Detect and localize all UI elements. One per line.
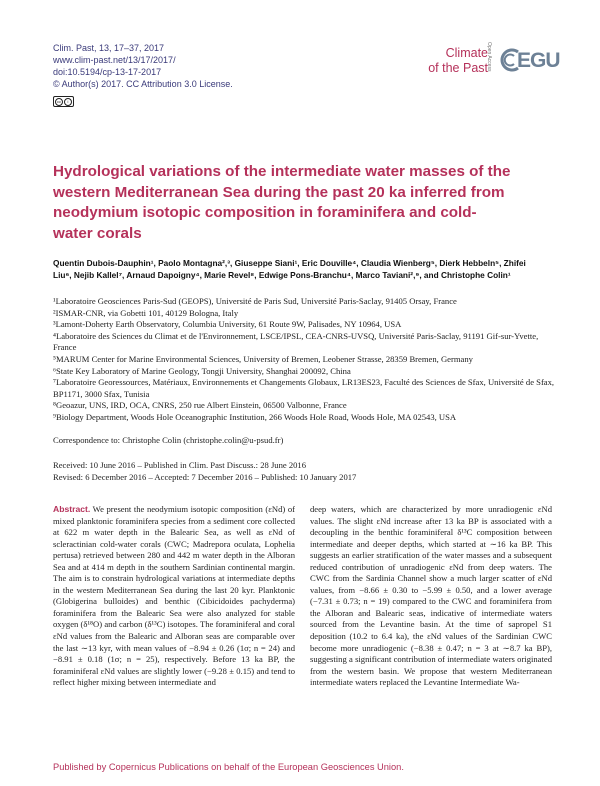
egu-logo-text: EGU: [517, 49, 560, 72]
affiliation-item: ³Lamont-Doherty Earth Observatory, Columbia University, 61 Route 9W, Palisades, NY 10964, USA: [53, 319, 402, 330]
affiliation-item: ⁴Laboratoire des Sciences du Climat et de l'Environnement, LSCE/IPSL, CEA-CNRS-UVSQ, Université Paris-Saclay, 91191 Gif-sur-Yvette, France: [53, 330, 539, 353]
creative-commons-badge[interactable]: [53, 96, 74, 107]
author-list: Quentin Dubois-Dauphin¹, Paolo Montagna²,³, Giuseppe Siani¹, Eric Douville⁴, Claudia Wienberg⁵, Dierk Hebbeln⁵, Zhifei Liu⁶, Nejib Kallel⁷, Arnaud Dapoigny⁴, Marie Revel⁸, Edwige Pons-Branchu⁴, Marco Taviani²,⁹, and Christophe Colin¹: [53, 258, 526, 280]
affiliation-item: ⁹Biology Department, Woods Hole Oceanographic Institution, 266 Woods Hole Road, Woods Hole, MA 02543, USA: [53, 411, 457, 422]
abstract-text-right: deep waters, which are characterized by more unradiogenic εNd values. The slight εNd increase after 13 ka BP is associated with a decoupling in the benthic foraminiferal δ¹³C composition between intermediate and deeper depths, which started at ∼16 ka BP. This suggests an earlier stratification of the water masses and a subsequent reduced contribution of unradiogenic εNd from deep waters. The CWC from the Sardinia Channel show a much larger scatter of εNd values, from −8.66 ± 0.30 to −5.99 ± 0.50, and a lower average (−7.31 ± 0.73; n = 19) compared to the CWC and foraminifera from the Alboran and Balearic seas, indicative of intermediate waters sourced from the Levantine basin. At the time of sapropel S1 deposition (10.2 to 6.4 ka), the εNd values of the Sardinian CWC become more unradiogenic (−8.38 ± 0.47; n = 3 at ∼8.7 ka BP), suggesting a significant contribution of intermediate waters originated from the western basin. We propose that western Mediterranean intermediate waters replaced the Levantine Intermediate Wa-: [310, 504, 552, 688]
abstract-column-right: [310, 504, 552, 689]
cc-icon: cc: [57, 98, 61, 104]
citation-line: Clim. Past, 13, 17–37, 2017: [53, 43, 165, 53]
affiliation-item: ⁶State Key Laboratory of Marine Geology, Tongji University, Shanghai 200092, China: [53, 365, 351, 376]
paper-title: Hydrological variations of the intermediate water masses of the western Mediterranean Sea during the past 20 ka inferred from neodymium isotopic composition in foraminifera and cold-water corals: [53, 163, 511, 242]
abstract-label: Abstract.: [53, 504, 91, 514]
revised-line: Revised: 6 December 2016 – Accepted: 7 December 2016 – Published: 10 January 2017: [53, 471, 357, 482]
affiliation-item: ²ISMAR-CNR, via Gobetti 101, 40129 Bologna, Italy: [53, 307, 239, 318]
by-icon: i: [64, 98, 72, 106]
article-url-link[interactable]: www.clim-past.net/13/17/2017/: [53, 55, 176, 65]
affiliation-item: ⁸Geoazur, UNS, IRD, OCA, CNRS, 250 rue Albert Einstein, 06500 Valbonne, France: [53, 400, 347, 411]
journal-logo[interactable]: [400, 40, 560, 85]
open-access-label: Open Access: [486, 42, 492, 72]
abstract-column-left: [53, 504, 295, 689]
correspondence-line: Correspondence to: Christophe Colin (christophe.colin@u-psud.fr): [53, 435, 284, 445]
doi-link[interactable]: doi:10.5194/cp-13-17-2017: [53, 67, 162, 77]
citation-header: [53, 42, 233, 90]
received-line: Received: 10 June 2016 – Published in Clim. Past Discuss.: 28 June 2016: [53, 460, 307, 470]
affiliation-item: ⁷Laboratoire Georessources, Matériaux, Environnements et Changements Globaux, LR13ES23, Faculté des Sciences de Sfax, Université de Sfax, BP1171, 3000 Sfax, Tunisia: [53, 377, 555, 399]
affiliation-list: [53, 296, 563, 424]
affiliation-item: ⁵MARUM Center for Marine Environmental Sciences, University of Bremen, Leobener Strasse, 28359 Bremen, Germany: [53, 353, 473, 364]
copyright-line: © Author(s) 2017. CC Attribution 3.0 License.: [53, 79, 233, 89]
publication-history: [53, 460, 356, 483]
publisher-footer: Published by Copernicus Publications on behalf of the European Geosciences Union.: [53, 762, 404, 772]
abstract-text-left: We present the neodymium isotopic composition (εNd) of mixed planktonic foraminifera species from a sediment core collected at 622 m water depth in the Balearic Sea, as well as εNd of scleractinian cold-water corals (CWC; Madrepora oculata, Lophelia pertusa) retrieved between 280 and 442 m water depth in the Alboran Sea and at 414 m depth in the southern Sardinian continental margin. The aim is to constrain hydrological variations at intermediate depths in the western Mediterranean Sea during the last 20 kyr. Planktonic (Globigerina bulloides) and benthic (Cibicidoides pachyderma) foraminifera from the Balearic Sea were also analyzed for stable oxygen (δ¹⁸O) and carbon (δ¹³C) isotopes. The foraminiferal and coral εNd values from the Balearic and Alboran seas are comparable over the last ∼13 kyr, with mean values of −8.94 ± 0.26 (1σ; n = 24) and −8.91 ± 0.18 (1σ; n = 25), respectively. Before 13 ka BP, the foraminiferal εNd values are slightly lower (−9.28 ± 0.15) and tend to reflect higher mixing between intermediate and: [53, 504, 295, 688]
journal-name: Climate of the Past: [428, 46, 488, 75]
affiliation-item: ¹Laboratoire Geosciences Paris-Sud (GEOPS), Université de Paris Sud, Université Paris-Saclay, 91405 Orsay, France: [53, 296, 457, 306]
